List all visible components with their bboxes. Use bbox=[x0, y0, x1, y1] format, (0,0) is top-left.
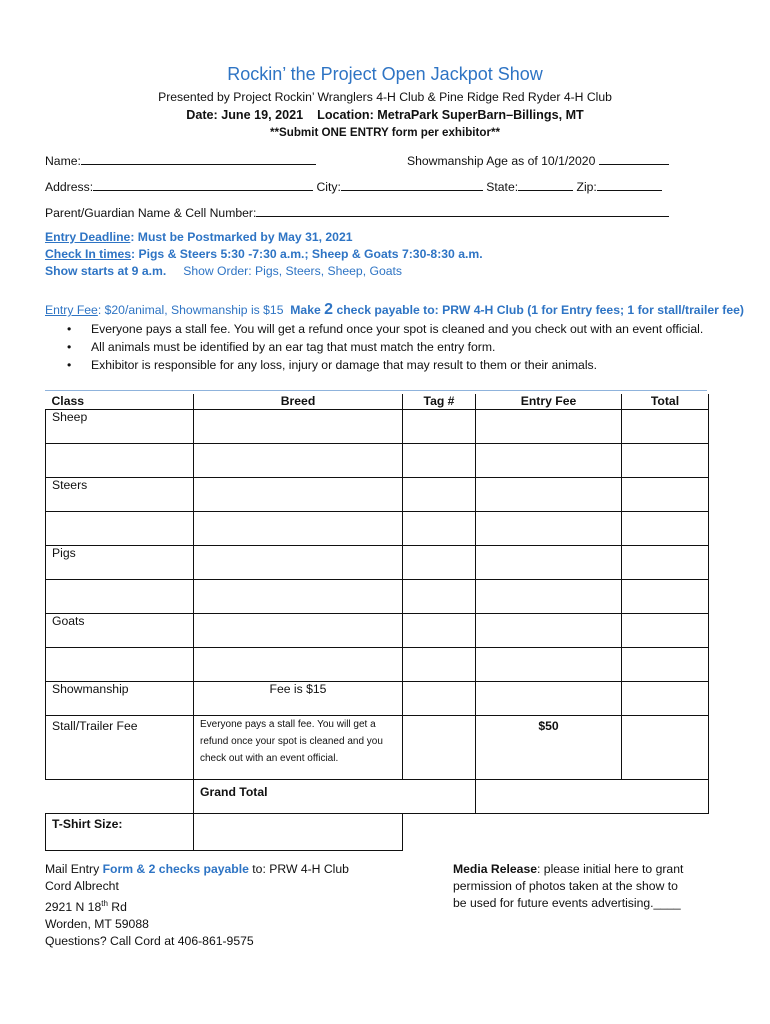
class-showmanship: Showmanship bbox=[46, 682, 194, 716]
table-row bbox=[46, 512, 709, 546]
state-field[interactable] bbox=[518, 177, 573, 191]
class-cell bbox=[46, 580, 194, 614]
class-cell bbox=[46, 512, 194, 546]
tag-cell[interactable] bbox=[403, 648, 476, 682]
show-order: Show Order: Pigs, Steers, Sheep, Goats bbox=[183, 264, 402, 278]
spacer-cell bbox=[46, 780, 194, 814]
total-cell[interactable] bbox=[622, 444, 709, 478]
class-cell bbox=[46, 444, 194, 478]
table-row bbox=[46, 478, 709, 512]
stall-fee: $50 bbox=[476, 716, 622, 780]
table-row bbox=[46, 410, 709, 444]
divider bbox=[45, 390, 707, 391]
entry-fee-label: Entry Fee bbox=[45, 303, 98, 317]
list-item bbox=[45, 338, 703, 356]
grand-total-label: Grand Total bbox=[194, 780, 476, 814]
col-breed: Breed bbox=[194, 394, 403, 410]
table-row bbox=[46, 682, 709, 716]
class-steers: Steers bbox=[46, 478, 194, 512]
total-cell[interactable] bbox=[622, 682, 709, 716]
check-in-text: : Pigs & Steers 5:30 -7:30 a.m.; Sheep & Goats 7:30-8:30 a.m. bbox=[131, 247, 483, 261]
list-item bbox=[45, 356, 703, 374]
media-release bbox=[453, 861, 683, 912]
check-in-times bbox=[45, 247, 483, 261]
breed-cell[interactable] bbox=[194, 580, 403, 614]
street-text: Rd bbox=[107, 900, 127, 915]
spacer-cell bbox=[403, 814, 476, 851]
check-in-label: Check In times bbox=[45, 247, 132, 261]
entry-table bbox=[45, 394, 709, 851]
breed-cell[interactable] bbox=[194, 614, 403, 648]
tag-cell[interactable] bbox=[403, 546, 476, 580]
name-row bbox=[45, 151, 316, 168]
address-row bbox=[45, 177, 662, 194]
mail-line bbox=[45, 861, 349, 878]
entry-deadline-label: Entry Deadline bbox=[45, 230, 131, 244]
mail-questions: Questions? Call Cord at 406-861-9575 bbox=[45, 934, 254, 949]
class-stall: Stall/Trailer Fee bbox=[46, 716, 194, 780]
col-tag: Tag # bbox=[403, 394, 476, 410]
table-row bbox=[46, 546, 709, 580]
col-total: Total bbox=[622, 394, 709, 410]
entry-fee-line bbox=[45, 301, 744, 319]
media-line bbox=[453, 861, 683, 878]
tag-cell[interactable] bbox=[403, 716, 476, 780]
showmanship-age-row bbox=[407, 151, 669, 168]
street-text: 2921 N 18 bbox=[45, 900, 102, 915]
entry-fee-text: : $20/animal, Showmanship is $15 bbox=[97, 303, 284, 317]
media-text: : please initial here to grant bbox=[537, 862, 684, 876]
list-item bbox=[45, 320, 703, 338]
parent-field[interactable] bbox=[256, 203, 669, 217]
tag-cell[interactable] bbox=[403, 444, 476, 478]
table-header-row bbox=[46, 394, 709, 410]
table-row bbox=[46, 648, 709, 682]
total-cell[interactable] bbox=[622, 716, 709, 780]
date-location: Date: June 19, 2021 Location: MetraPark SuperBarn–Billings, MT bbox=[186, 108, 584, 122]
breed-cell[interactable] bbox=[194, 546, 403, 580]
mail-name: Cord Albrecht bbox=[45, 879, 119, 893]
parent-label: Parent/Guardian Name & Cell Number: bbox=[45, 206, 257, 220]
total-cell[interactable] bbox=[622, 614, 709, 648]
make-text: Make bbox=[290, 303, 321, 317]
breed-cell[interactable] bbox=[194, 512, 403, 546]
rule-text: Exhibitor is responsible for any loss, injury or damage that may result to them or their animals. bbox=[91, 358, 598, 372]
class-pigs: Pigs bbox=[46, 546, 194, 580]
total-cell[interactable] bbox=[622, 546, 709, 580]
rule-text: All animals must be identified by an ear tag that must match the entry form. bbox=[91, 340, 496, 354]
name-label: Name: bbox=[45, 154, 81, 168]
spacer-cell bbox=[622, 814, 709, 851]
mail-text: to: PRW 4-H Club bbox=[248, 862, 349, 876]
breed-cell[interactable] bbox=[194, 410, 403, 444]
address-label: Address: bbox=[45, 180, 94, 194]
stall-note: Everyone pays a stall fee. You will get a refund once your spot is cleaned and you check out with an event official. bbox=[194, 716, 403, 780]
total-cell[interactable] bbox=[622, 410, 709, 444]
name-field[interactable] bbox=[81, 151, 316, 165]
fee-cell[interactable] bbox=[476, 478, 622, 512]
mail-highlight: Form & 2 checks payable bbox=[102, 862, 249, 876]
submit-note: **Submit ONE ENTRY form per exhibitor** bbox=[270, 126, 500, 139]
tag-cell[interactable] bbox=[403, 478, 476, 512]
tag-cell[interactable] bbox=[403, 410, 476, 444]
rule-text: Everyone pays a stall fee. You will get a refund once your spot is cleaned and you check out with an event official. bbox=[91, 322, 704, 336]
mail-street bbox=[45, 895, 349, 916]
table-row bbox=[46, 814, 709, 851]
rules-list bbox=[45, 320, 703, 374]
fee-cell[interactable] bbox=[476, 546, 622, 580]
table-row bbox=[46, 780, 709, 814]
breed-cell[interactable] bbox=[194, 478, 403, 512]
table-row bbox=[46, 716, 709, 780]
tshirt-label: T-Shirt Size: bbox=[46, 814, 194, 851]
col-class: Class bbox=[46, 394, 194, 410]
tag-cell[interactable] bbox=[403, 682, 476, 716]
tshirt-cell[interactable] bbox=[194, 814, 403, 851]
total-cell[interactable] bbox=[622, 478, 709, 512]
city-field[interactable] bbox=[341, 177, 483, 191]
fee-cell[interactable] bbox=[476, 580, 622, 614]
breed-cell[interactable] bbox=[194, 444, 403, 478]
mail-text: Mail Entry bbox=[45, 862, 103, 876]
total-cell[interactable] bbox=[622, 648, 709, 682]
media-line: permission of photos taken at the show to bbox=[453, 879, 678, 893]
fee-cell[interactable] bbox=[476, 410, 622, 444]
state-label: State: bbox=[486, 180, 519, 194]
street-sup: th bbox=[101, 899, 108, 908]
tag-cell[interactable] bbox=[403, 512, 476, 546]
address-field[interactable] bbox=[93, 177, 313, 191]
mail-city: Worden, MT 59088 bbox=[45, 917, 149, 932]
class-cell bbox=[46, 648, 194, 682]
bullet: • bbox=[67, 358, 72, 372]
tag-cell[interactable] bbox=[403, 580, 476, 614]
entry-deadline-text: : Must be Postmarked by May 31, 2021 bbox=[130, 230, 353, 244]
bullet: • bbox=[67, 322, 72, 336]
zip-label: Zip: bbox=[576, 180, 597, 194]
fee-cell[interactable] bbox=[476, 648, 622, 682]
page-title: Rockin’ the Project Open Jackpot Show bbox=[227, 64, 543, 84]
mail-block bbox=[45, 861, 349, 950]
showmanship-age-field[interactable] bbox=[599, 151, 669, 165]
table-row bbox=[46, 580, 709, 614]
show-times bbox=[45, 264, 402, 278]
entry-deadline bbox=[45, 230, 353, 244]
fee-cell[interactable] bbox=[476, 614, 622, 648]
spacer-cell bbox=[476, 814, 622, 851]
media-initial-line[interactable]: be used for future events advertising.____ bbox=[453, 896, 681, 910]
grand-total-cell[interactable] bbox=[476, 780, 709, 814]
total-cell[interactable] bbox=[622, 580, 709, 614]
check-count: 2 bbox=[324, 301, 334, 318]
breed-cell[interactable] bbox=[194, 648, 403, 682]
table-row bbox=[46, 614, 709, 648]
show-start: Show starts at 9 a.m. bbox=[45, 264, 167, 278]
media-label: Media Release bbox=[453, 862, 538, 876]
zip-field[interactable] bbox=[597, 177, 662, 191]
table-row bbox=[46, 444, 709, 478]
parent-row bbox=[45, 203, 669, 220]
payable-text: check payable to: PRW 4-H Club (1 for Entry fees; 1 for stall/trailer fee) bbox=[336, 303, 744, 317]
class-sheep: Sheep bbox=[46, 410, 194, 444]
presented-by: Presented by Project Rockin’ Wranglers 4-H Club & Pine Ridge Red Ryder 4-H Club bbox=[158, 90, 612, 104]
fee-cell[interactable] bbox=[476, 444, 622, 478]
total-cell[interactable] bbox=[622, 512, 709, 546]
showmanship-fee-note: Fee is $15 bbox=[194, 682, 403, 716]
bullet: • bbox=[67, 340, 72, 354]
fee-cell[interactable] bbox=[476, 512, 622, 546]
fee-cell[interactable] bbox=[476, 682, 622, 716]
col-entry-fee: Entry Fee bbox=[476, 394, 622, 410]
class-goats: Goats bbox=[46, 614, 194, 648]
showmanship-age-label: Showmanship Age as of 10/1/2020 bbox=[407, 154, 596, 168]
city-label: City: bbox=[316, 180, 341, 194]
tag-cell[interactable] bbox=[403, 614, 476, 648]
